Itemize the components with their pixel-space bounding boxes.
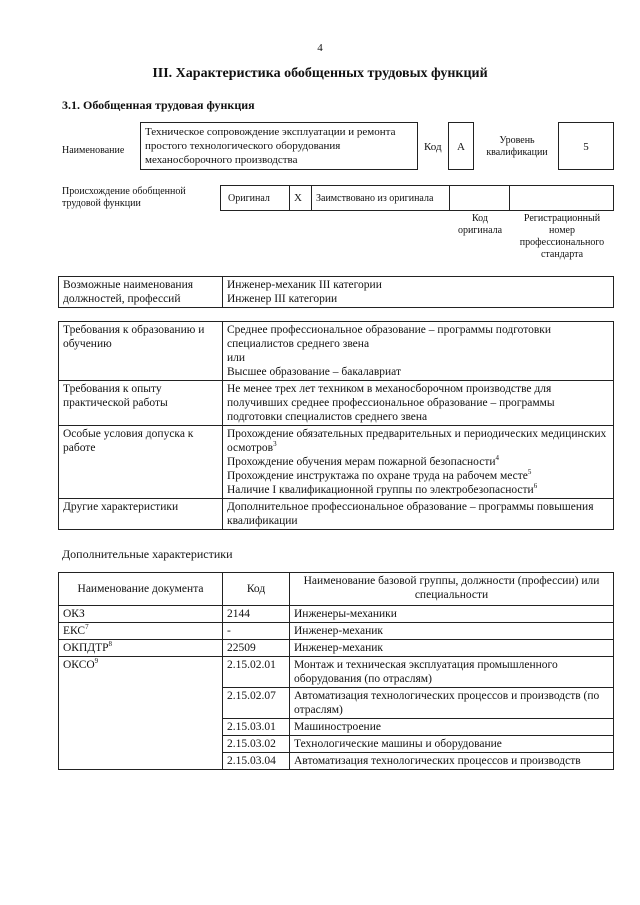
- name-cell: Инженер-механик: [290, 640, 614, 657]
- req-value-experience: [223, 381, 614, 426]
- code-cell: 22509: [223, 640, 290, 657]
- doc-cell: ОКСО$^9$: [59, 657, 223, 770]
- requirements-table: [58, 321, 614, 530]
- code-cell: 2144: [223, 606, 290, 623]
- code-value-box: [448, 122, 474, 170]
- code-cell: 2.15.02.01: [223, 657, 290, 688]
- position-item: Инженер-механик III категории: [227, 279, 382, 291]
- name-cell: Инженеры-механики: [290, 606, 614, 623]
- name-cell: Монтаж и техническая эксплуатация промышленного оборудования (по отраслям): [290, 657, 614, 688]
- name-cell: Инженер-механик: [290, 623, 614, 640]
- positions-values: [223, 277, 614, 308]
- origin-code-caption: Код оригинала: [457, 213, 503, 236]
- req-label-conditions: Особые условия допуска к работе: [59, 426, 223, 499]
- positions-label: Возможные наименования должностей, профессий: [59, 277, 223, 308]
- origin-reg-caption: Регистрационный номер профессионального стандарта: [519, 213, 605, 260]
- code-cell: 2.15.03.02: [223, 736, 290, 753]
- code-cell: 2.15.02.07: [223, 688, 290, 719]
- code-cell: -: [223, 623, 290, 640]
- table-row: [59, 606, 614, 623]
- req-line: или: [227, 352, 246, 364]
- req-line: Высшее образование – бакалавриат: [227, 366, 401, 378]
- footnote-ref: 7: [85, 623, 89, 632]
- level-label: Уровень квалификации: [486, 135, 548, 158]
- table-row: [59, 657, 614, 688]
- req-label-experience: Требования к опыту практической работы: [59, 381, 223, 426]
- footnote-ref: 6: [533, 482, 538, 491]
- footnote-ref: 5: [527, 468, 532, 477]
- doc-cell: ОКЗ: [59, 606, 223, 623]
- additional-table: [58, 572, 614, 770]
- footnote-ref: 3: [273, 440, 277, 449]
- origin-label: Происхождение обобщенной трудовой функции: [62, 186, 186, 209]
- req-line: Дополнительное профессиональное образование – программы повышения квалификации: [227, 501, 594, 527]
- code-cell: 2.15.03.01: [223, 719, 290, 736]
- doc-cell: ОКПДТР$^8$: [59, 640, 223, 657]
- name-cell: Автоматизация технологических процессов и производств (по отраслям): [290, 688, 614, 719]
- name-cell: Технологические машины и оборудование: [290, 736, 614, 753]
- section-title: III. Характеристика обобщенных трудовых функций: [152, 66, 488, 81]
- name-cell: Автоматизация технологических процессов и производств: [290, 753, 614, 770]
- level-value-box: [558, 122, 614, 170]
- origin-borrowed-label: Заимствовано из оригинала: [316, 193, 434, 204]
- code-value: А: [457, 141, 465, 153]
- function-heading: 3.1. Обобщенная трудовая функция: [62, 98, 255, 112]
- positions-table: [58, 276, 614, 308]
- name-cell: Машиностроение: [290, 719, 614, 736]
- req-value-other: [223, 499, 614, 530]
- col-header-doc: Наименование документа: [59, 573, 223, 606]
- req-label-other: Другие характеристики: [59, 499, 223, 530]
- col-header-code: Код: [223, 573, 290, 606]
- name-value: Техническое сопровождение эксплуатации и ремонта простого технологического оборудования механосборочного производства: [145, 126, 396, 166]
- position-item: Инженер III категории: [227, 293, 338, 305]
- req-line: Прохождение обязательных предварительных и периодических медицинских осмотров$^3$: [227, 428, 607, 454]
- code-cell: 2.15.03.04: [223, 753, 290, 770]
- doc-cell: ЕКС$^7$: [59, 623, 223, 640]
- footnote-ref: 8: [108, 640, 113, 649]
- additional-heading: Дополнительные характеристики: [62, 547, 233, 561]
- req-line: Прохождение инструктажа по охране труда на рабочем месте$^5$: [227, 468, 532, 482]
- req-line: Наличие I квалификационной группы по электробезопасности$^6$: [227, 482, 538, 496]
- level-value: 5: [583, 141, 589, 153]
- code-label: Код: [424, 141, 442, 153]
- req-value-conditions: [223, 426, 614, 499]
- origin-original-mark: Х: [294, 192, 302, 204]
- req-label-education: Требования к образованию и обучению: [59, 322, 223, 381]
- table-row: [59, 623, 614, 640]
- footnote-ref: 9: [94, 657, 99, 666]
- name-value-box: [140, 122, 418, 170]
- req-line: Не менее трех лет техником в механосборочном производстве для получивших среднее профессиональное образование – программы подготовки специалистов среднего звена: [227, 383, 555, 423]
- table-row: [59, 640, 614, 657]
- page-number: 4: [317, 42, 323, 54]
- name-label: Наименование: [62, 145, 125, 156]
- req-value-education: [223, 322, 614, 381]
- req-line: Среднее профессиональное образование – программы подготовки специалистов среднего звена: [227, 324, 552, 350]
- req-line: Прохождение обучения мерам пожарной безопасности$^4$: [227, 454, 500, 468]
- col-header-name: Наименование базовой группы, должности (профессии) или специальности: [290, 573, 614, 606]
- origin-original-label: Оригинал: [228, 193, 270, 204]
- footnote-ref: 4: [495, 454, 500, 463]
